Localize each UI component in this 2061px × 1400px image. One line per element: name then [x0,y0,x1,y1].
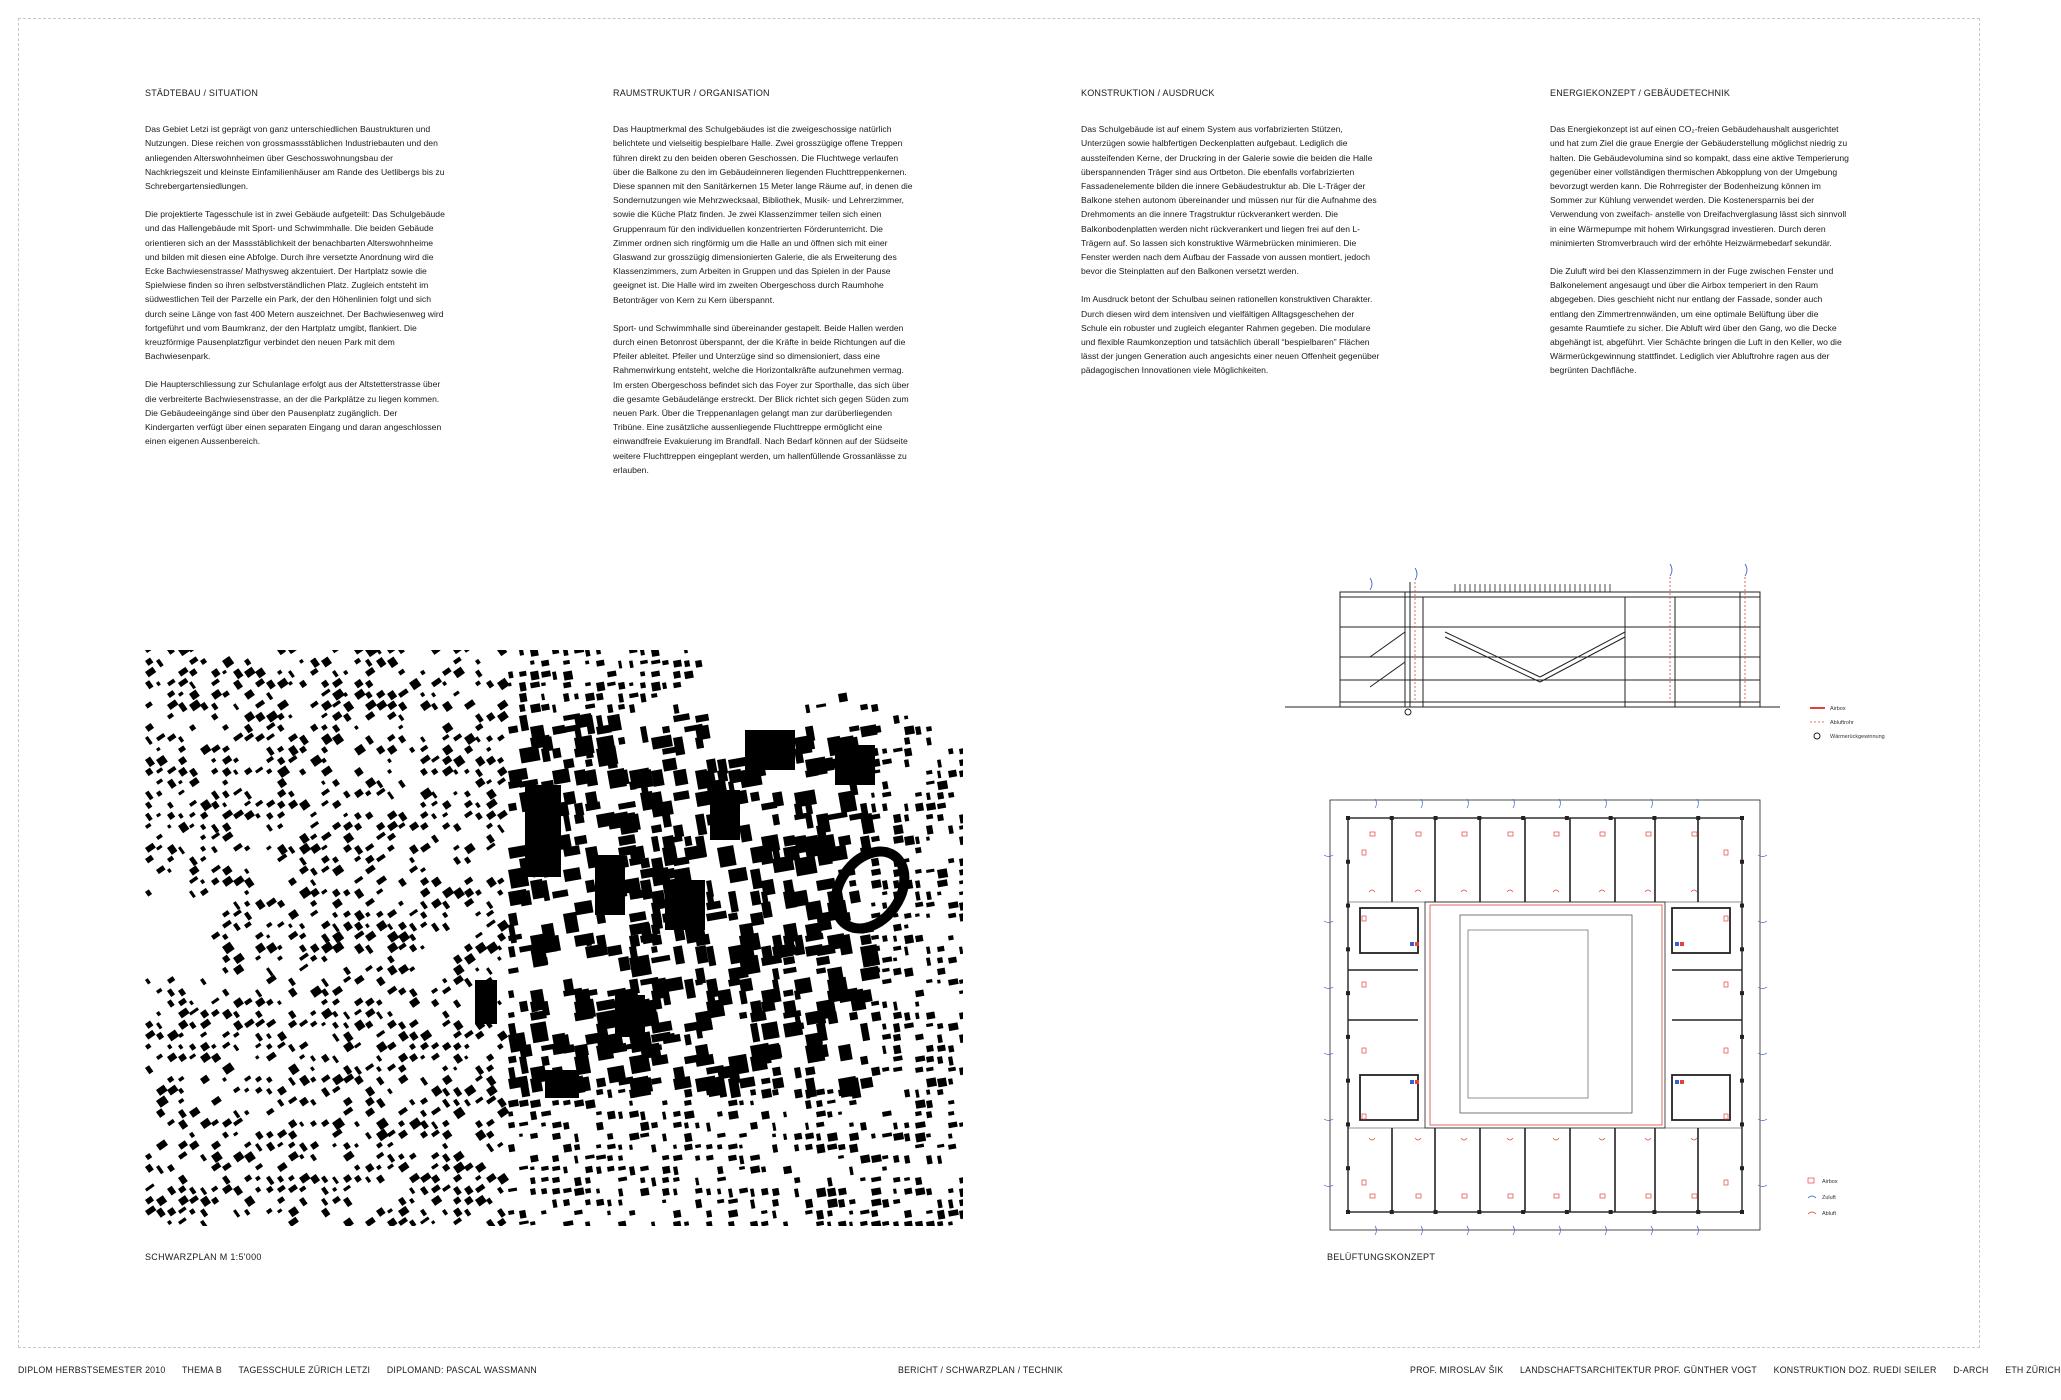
paragraph: Das Gebiet Letzi ist geprägt von ganz unterschiedlichen Baustrukturen und Nutzungen. Diese reichen von grossmassstäblichen Industriebauten und den anliegenden Alterswohnheimen über Geschosswohnungsbau der Nachkriegszeit und kleinste Einfamilienhäuser am Rande des Uetlibergs bis zu Schrebergartensiedlungen. [145,124,445,192]
column-heading: RAUMSTRUKTUR / ORGANISATION [613,88,770,98]
paragraph: Die Haupterschliessung zur Schulanlage erfolgt aus der Altstetterstrasse über die verbreiterte Bachwiesenstrasse, an der die Parkplätze zu liegen kommen. Die Gebäudeeingänge sind über den Pausenplatz zugänglich. Der Kindergarten verfügt über einen separaten Eingang und daran angeschlossen einen eigenen Aussenbereich. [145,379,442,447]
ventilation-caption: BELÜFTUNGSKONZEPT [1327,1252,1436,1262]
plan-legend-airbox: Airbox [1822,1179,1838,1185]
column-konstruktion [1081,86,1381,392]
footer-author: DIPLOMAND: PASCAL WASSMANN [386,1365,537,1375]
ventilation-floor-plan [1330,800,1930,1240]
paragraph: Die projektierte Tagesschule ist in zwei Gebäude aufgeteilt: Das Schulgebäude und das Hallengebäude mit Sport- und Schwimmhalle. Die beiden Gebäude orientieren sich an der Massstäblichkeit der benachbarten Alterswohnheime und bilden mit diesen eine Abfolge. Durch ihre versetzte Anordnung wird die Ecke Bachwiesenstrasse/ Mathysweg akzentuiert. Der Hartplatz sowie die Spielwiese finden so ihren selbstverständlichen Platz. Zugleich entsteht im südwestlichen Teil der Parzelle ein Park, der den Höhenlinien folgt und sich durch seine Länge von fast 400 Metern auszeichnet. Der Bachwiesenweg wird fortgeführt und vom Baumkranz, der den Hartplatz umgibt, flankiert. Die kreuzförmige Pausenplatzfigur verbindet den neuen Park mit dem Bachwiesenpark. [145,209,445,362]
footer-construction: KONSTRUKTION DOZ. RUEDI SEILER [1773,1365,1937,1375]
column-raumstruktur [613,86,913,491]
section-legend-abluftrohr: Abluftrohr [1830,720,1854,726]
footer-landscape: LANDSCHAFTSARCHITEKTUR PROF. GÜNTHER VOGT [1520,1365,1757,1375]
footer-professor: PROF. MIROSLAV ŠIK [1410,1365,1504,1375]
paragraph: Die Zuluft wird bei den Klassenzimmern in der Fuge zwischen Fenster und Balkonelement angesaugt und über die Airbox temperiert in den Raum abgegeben. Dies geschieht nicht nur entlang der Fassade, sonder auch entlang den Zimmertrennwänden, um eine optimale Belüftung über die gesamte Raumtiefe zu sicher. Die Abluft wird über den Gang, wo die Decke abgehängt ist, abgeführt. Vier Schächte bringen die Luft in den Keller, wo die Wärmerückgewinnung stattfindet. Lediglich vier Abluftrohre ragen aus der begrünten Dachfläche. [1550,266,1842,376]
section-legend-airbox: Airbox [1830,706,1846,712]
footer-left [18,1365,551,1375]
plan-legend-zuluft: Zuluft [1822,1195,1836,1201]
plan-legend-abluft: Abluft [1822,1211,1837,1217]
column-heading: ENERGIEKONZEPT / GEBÄUDETECHNIK [1550,88,1731,98]
section-legend-waermerueckgewinnung: Wärmerückgewinnung [1830,734,1885,740]
map-caption: SCHWARZPLAN M 1:5'000 [145,1252,262,1262]
building-section-drawing [1285,562,1925,742]
footer-department: D-ARCH [1953,1365,1989,1375]
column-staedtebau [145,86,445,462]
footer-semester: DIPLOM HERBSTSEMESTER 2010 [18,1365,166,1375]
footer-right [1410,1365,2061,1375]
footer-school: ETH ZÜRICH [2005,1365,2061,1375]
column-heading: STÄDTEBAU / SITUATION [145,88,259,98]
footer-project: TAGESSCHULE ZÜRICH LETZI [238,1365,371,1375]
column-heading: KONSTRUKTION / AUSDRUCK [1081,88,1215,98]
paragraph: Sport- und Schwimmhalle sind übereinander gestapelt. Beide Hallen werden durch einen Betonrost überspannt, der die Kräfte in beide Richtungen auf die Pfeiler ableitet. Pfeiler und Unterzüge sind so dimensioniert, dass eine Rahmenwirkung entsteht, welche die Horizontalkräfte aufzunehmen vermag. Im ersten Obergeschoss befindet sich das Foyer zur Sporthalle, das sich über die gesamte Gebäudelänge erstreckt. Der Blick richtet sich gegen Süden zum neuen Park. Über die Treppenanlagen gelangt man zur darüberliegenden Tribüne. Eine zusätzliche aussenliegende Fluchttreppe ermöglicht eine einwandfreie Evakuierung im Brandfall. Nach Bedarf können auf der Südseite weitere Fluchttreppen eingeplant werden, um hallenfüllende Grossanlässe zu erlauben. [613,322,910,475]
footer-theme: THEMA B [181,1365,222,1375]
column-energiekonzept [1550,86,1850,392]
footer-center: BERICHT / SCHWARZPLAN / TECHNIK [898,1365,1063,1375]
schwarzplan-map [145,650,963,1226]
paragraph: Das Energiekonzept ist auf einen CO₂-freien Gebäudehaushalt ausgerichtet und hat zum Ziel die graue Energie der Gebäuderstellung möglichst niedrig zu halten. Die Gebäudevolumina sind so kompakt, dass eine aktive Temperierung gegenüber einer vollständigen thermischen Abkopplung von der Umgebung bevorzugt werden kann. Die Rohrregister der Bodenheizung können im Sommer zur Kühlung verwendet werden. Die Kostenersparnis bei der Verwendung von zweifach- anstelle von Dreifachverglasung lässt sich sinnvoll in eine Wärmepumpe mit hohem Wirkungsgrad investieren. Durch deren minimierten Stromverbrauch wird der erhöhte Heizwärmebedarf sekundär. [1550,124,1849,248]
paragraph: Das Hauptmerkmal des Schulgebäudes ist die zweigeschossige natürlich belichtete und vielseitig bespielbare Halle. Zwei grosszügige offene Treppen führen direkt zu den beiden oberen Geschossen. Die Fluchtwege verlaufen über die Balkone zu den im Gebäudeinneren liegenden Fluchttreppenkernen. Diese spannen mit den Sanitärkernen 15 Meter lange Räume auf, in denen die Sondernutzungen wie Mehrzwecksaal, Bibliothek, Musik- und Lehrerzimmer, sowie die Küche Platz finden. Je zwei Klassenzimmer teilen sich einen Gruppenraum für den individuellen konzentrierten Förderunterricht. Die Zimmer ordnen sich ringförmig um die Halle an und öffnen sich mit einer Glaswand zur grosszügig dimensionierten Galerie, die als Erweiterung des Klassenzimmers, zum Arbeiten in Gruppen und das Spielen in der Pause geeignet ist. Die Halle wird im zweiten Obergeschoss durch Raumhohe Betonträger von Kern zu Kern überspannt. [613,124,913,305]
paragraph: Im Ausdruck betont der Schulbau seinen rationellen konstruktiven Charakter. Durch diesen wird dem intensiven und vielfältigen Alltagsgeschehen der Schule ein robuster und zugleich eleganter Rahmen gegeben. Die modulare und flexible Raumkonzeption und tatsächlich überall “bespielbaren” Flächen lässt der jungen Generation auch angesichts einer neuen Offenheit gegenüber pädagogischen Innovationen viele Möglichkeiten. [1081,294,1380,376]
paragraph: Das Schulgebäude ist auf einem System aus vorfabrizierten Stützen, Unterzügen sowie halbfertigen Deckenplatten aufgebaut. Lediglich die aussteifenden Kerne, der Druckring in der Galerie sowie die beiden die Halle überspannenden Träger sind aus Ortbeton. Die ebenfalls vorfabrizierten Fassadenelemente bilden die innere Gebäudestruktur ab. Die L-Träger der Balkone stehen autonom übereinander und müssen nur für die Aufnahme des Drehmoments an die innere Tragstruktur rückverankert werden. Die Balkonbodenplatten werden nicht rückverankert und liegen frei auf den L-Trägern auf. So lassen sich konstruktive Wärmebrücken minimieren. Die Fenster werden nach dem Aufbau der Fassade von aussen montiert, jedoch bevor die Steinplatten auf den Balkonen versetzt werden. [1081,124,1377,277]
